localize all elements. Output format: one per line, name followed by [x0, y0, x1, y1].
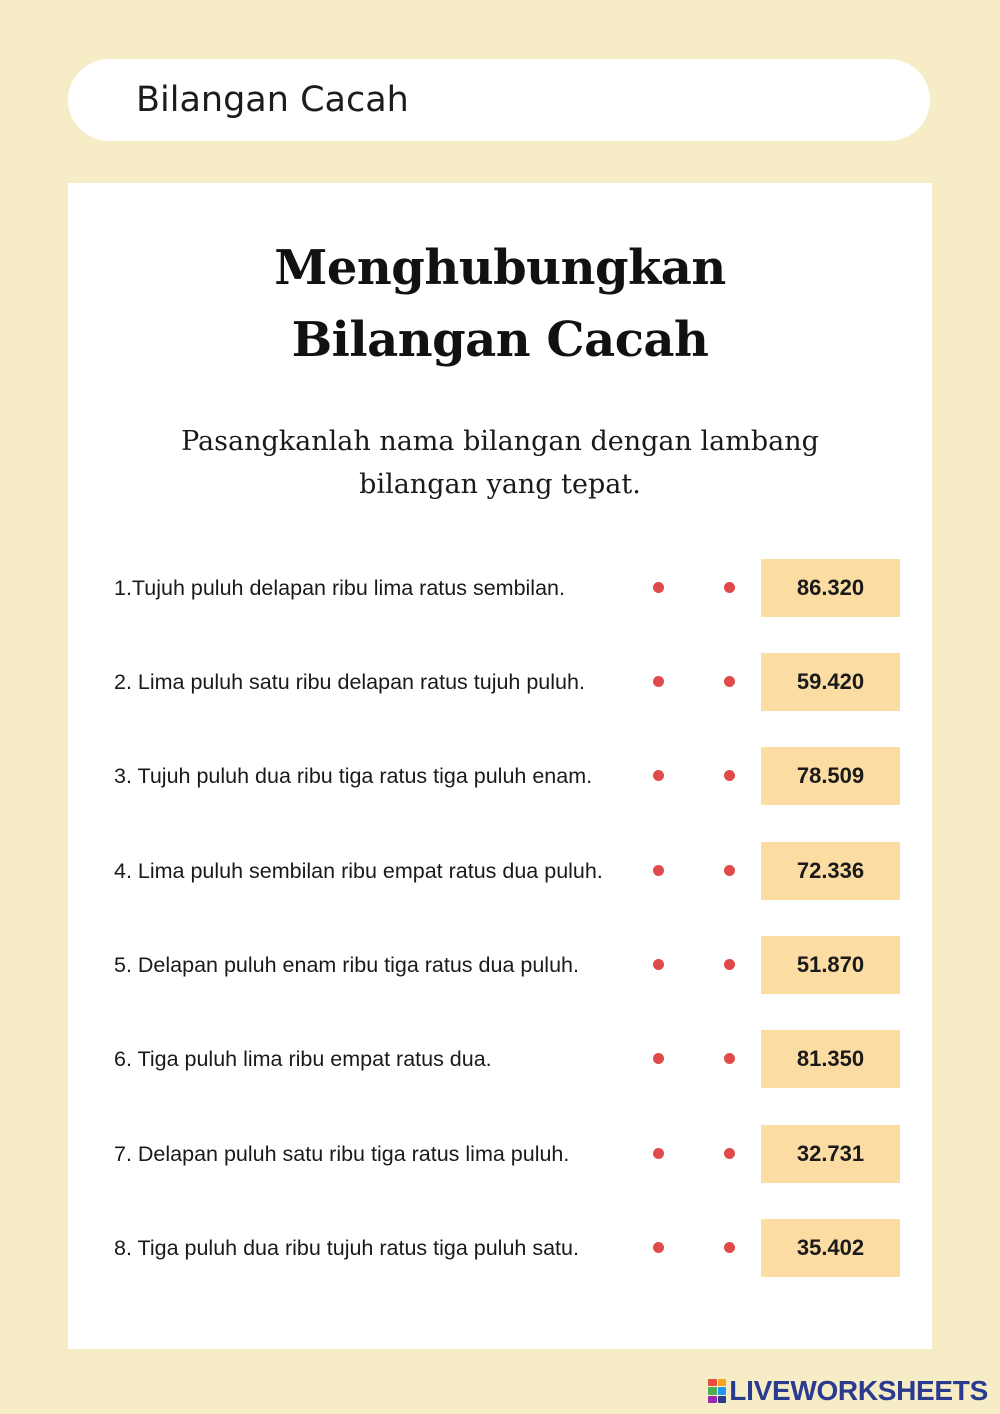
right-connector-dot-8[interactable]	[724, 1242, 735, 1253]
right-connector-dot-6[interactable]	[724, 1053, 735, 1064]
left-connector-dot-7[interactable]	[653, 1148, 664, 1159]
worksheet-heading	[0, 232, 1000, 376]
left-connector-dot-6[interactable]	[653, 1053, 664, 1064]
match-row-2	[0, 653, 1000, 711]
number-name-2: 2. Lima puluh satu ribu delapan ratus tujuh puluh.	[114, 670, 585, 694]
number-box-1: 86.320	[761, 559, 900, 617]
number-name-4: 4. Lima puluh sembilan ribu empat ratus dua puluh.	[114, 859, 603, 883]
liveworksheets-logo-icon	[708, 1379, 726, 1403]
header-title: Bilangan Cacah	[136, 80, 409, 120]
match-row-5	[0, 936, 1000, 994]
header-bar	[68, 59, 930, 141]
number-box-7: 32.731	[761, 1125, 900, 1183]
instruction-text	[0, 420, 1000, 506]
left-connector-dot-4[interactable]	[653, 865, 664, 876]
left-connector-dot-5[interactable]	[653, 959, 664, 970]
left-connector-dot-8[interactable]	[653, 1242, 664, 1253]
right-connector-dot-2[interactable]	[724, 676, 735, 687]
number-name-7: 7. Delapan puluh satu ribu tiga ratus lima puluh.	[114, 1142, 570, 1166]
right-connector-dot-7[interactable]	[724, 1148, 735, 1159]
number-name-3: 3. Tujuh puluh dua ribu tiga ratus tiga puluh enam.	[114, 764, 593, 788]
match-row-7	[0, 1125, 1000, 1183]
number-name-1: 1.Tujuh puluh delapan ribu lima ratus sembilan.	[114, 576, 565, 600]
number-name-8: 8. Tiga puluh dua ribu tujuh ratus tiga puluh satu.	[114, 1236, 579, 1260]
number-box-5: 51.870	[761, 936, 900, 994]
left-connector-dot-3[interactable]	[653, 770, 664, 781]
right-connector-dot-5[interactable]	[724, 959, 735, 970]
liveworksheets-logo	[708, 1374, 988, 1408]
number-box-2: 59.420	[761, 653, 900, 711]
right-connector-dot-1[interactable]	[724, 582, 735, 593]
instruction-line-1: Pasangkanlah nama bilangan dengan lambang	[181, 426, 819, 457]
number-box-3: 78.509	[761, 747, 900, 805]
match-row-6	[0, 1030, 1000, 1088]
heading-line-1: Menghubungkan	[274, 240, 726, 296]
match-row-4	[0, 842, 1000, 900]
heading-line-2: Bilangan Cacah	[291, 312, 709, 368]
instruction-line-2: bilangan yang tepat.	[359, 469, 641, 500]
left-connector-dot-1[interactable]	[653, 582, 664, 593]
number-box-6: 81.350	[761, 1030, 900, 1088]
number-box-8: 35.402	[761, 1219, 900, 1277]
right-connector-dot-4[interactable]	[724, 865, 735, 876]
number-name-5: 5. Delapan puluh enam ribu tiga ratus dua puluh.	[114, 953, 579, 977]
logo-text: LIVEWORKSHEETS	[729, 1375, 988, 1406]
number-name-6: 6. Tiga puluh lima ribu empat ratus dua.	[114, 1047, 492, 1071]
number-box-4: 72.336	[761, 842, 900, 900]
match-row-1	[0, 559, 1000, 617]
match-row-8	[0, 1219, 1000, 1277]
left-connector-dot-2[interactable]	[653, 676, 664, 687]
match-row-3	[0, 747, 1000, 805]
right-connector-dot-3[interactable]	[724, 770, 735, 781]
